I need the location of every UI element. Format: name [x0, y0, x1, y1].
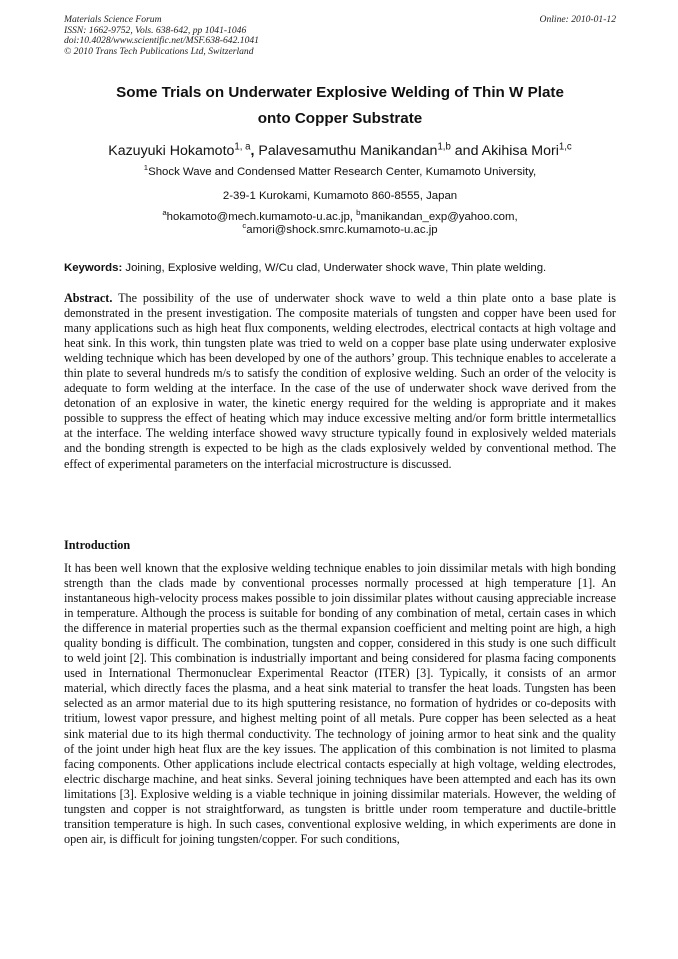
author-1: Kazuyuki Hokamoto	[108, 143, 235, 159]
affiliation-text-1: Shock Wave and Condensed Matter Research Center, Kumamoto University,	[148, 166, 537, 178]
author-list	[64, 142, 616, 160]
affiliation-sup: 1	[143, 163, 149, 173]
copyright-line: © 2010 Trans Tech Publications Ltd, Switzerland	[64, 45, 254, 57]
email-a-sup: a	[162, 208, 167, 218]
journal-header	[64, 15, 616, 57]
author-2-sup: 1,b	[437, 141, 451, 153]
introduction-body: It has been well known that the explosive welding technique enables to join dissimilar metals with high bonding strength than the clads made by conventional processes normally processed at high temperature [1]. An instantaneous high-velocity process makes possible to join dissimilar plates without causing appreciable increase in temperature. Although the process is suitable for bonding of any combination of metal, certain cases in which the difference in material properties such as the thermal expansion coefficient and melting point are high, a high quality bonding is difficult. The combination, tungsten and copper, considered in this study is one such difficult to weld joint [2]. This combination is industrially important and being considered for plasma facing components used in International Thermonuclear Experimental Reactor (ITER) [3]. Typically, it consists of an armor material, which directly faces the plasma, and a heat sink material to transfer the heat loads. Tungsten has been selected as an armor material due to its high sputtering resistance, no formation of hydrides or co-deposits with tritium, lowest vapor pressure, and highest melting point of all metals. Pure copper has been selected as a heat sink material due to its high thermal conductivity. The technology of joining armor to heat sink and the quality of the joint under high heat flux are the key issues. The application of this combination is not limited to plasma facing components. Other applications include electrical contacts especially at high voltage, welding electrodes, electric discharge machine, and heat sinks. Several joining techniques have been attempted and each has its own limitations [3]. Explosive welding is a viable technique in joining dissimilar materials. However, the welding of tungsten and copper is not straightforward, as tungsten is brittle under room temperature and ductile-brittle transition temperature is high. In such cases, conventional explosive welding, in which experiments are done in open air, is difficult for joining tungsten/copper. For such conditions,	[64, 561, 616, 846]
keywords	[64, 261, 616, 275]
author-3-sup: 1,c	[558, 141, 572, 153]
paper-title	[64, 80, 616, 132]
abstract	[64, 291, 616, 472]
email-c-sup: c	[242, 221, 247, 231]
title-line-1: Some Trials on Underwater Explosive Welding of Thin W Plate	[116, 84, 564, 101]
email-b-sup: b	[356, 208, 361, 218]
author-1-sup: 1, a	[234, 141, 251, 153]
email-a[interactable]: hokamoto@mech.kumamoto-u.ac.jp,	[166, 211, 357, 223]
issn-line: ISSN: 1662-9752, Vols. 638-642, pp 1041-1046	[64, 24, 247, 36]
affiliation-line-1	[64, 163, 616, 179]
email-line-1	[64, 208, 616, 224]
email-c[interactable]: amori@shock.smrc.kumamoto-u.ac.jp	[246, 224, 438, 236]
keywords-label: Keywords:	[64, 262, 123, 274]
email-b[interactable]: manikandan_exp@yahoo.com,	[360, 211, 518, 223]
author-sep-2: and	[450, 143, 482, 159]
abstract-label: Abstract.	[64, 291, 113, 305]
affiliation-line-2: 2-39-1 Kurokami, Kumamoto 860-8555, Japan	[222, 190, 458, 202]
journal-name: Materials Science Forum	[64, 14, 162, 25]
author-sep-1: ,	[250, 143, 259, 159]
keywords-text: Joining, Explosive welding, W/Cu clad, Underwater shock wave, Thin plate welding.	[122, 262, 547, 274]
email-line-2	[64, 221, 616, 237]
author-2: Palavesamuthu Manikandan	[258, 143, 438, 159]
introduction-heading: Introduction	[64, 538, 131, 552]
title-line-2: onto Copper Substrate	[257, 110, 423, 127]
doi-line: doi:10.4028/www.scientific.net/MSF.638-642.1041	[64, 35, 259, 47]
online-date: Online: 2010-01-12	[539, 14, 616, 25]
abstract-text: The possibility of the use of underwater shock wave to weld a thin plate onto a base plate is demonstrated in the present investigation. The composite materials of tungsten and copper have been used for many applications such as high heat flux components, welding electrodes, electrical contacts at high voltage and heat sink. In this work, thin tungsten plate was tried to weld on a copper base plate using underwater explosive welding technique which has been developed by one of the authors’ group. This technique enables to accelerate a thin plate to several hundreds m/s to satisfy the condition of explosive welding. Such an order of the velocity is adequate to form welding at the interface. In the case of the use of underwater shock wave derived from the detonation of an explosive in water, the kinetic energy required for the welding is appropriate and it makes possible to suppress the effect of heating which may induce excessive melting and/or form brittle intermetallics at the interface. The welding interface showed wavy structure typically found in explosively welded materials and the bonding strength is expected to be high as the clads explosively welded by conventional method. The effect of experimental parameters on the interfacial microstructure is discussed.	[64, 291, 616, 471]
author-3: Akihisa Mori	[481, 143, 559, 159]
